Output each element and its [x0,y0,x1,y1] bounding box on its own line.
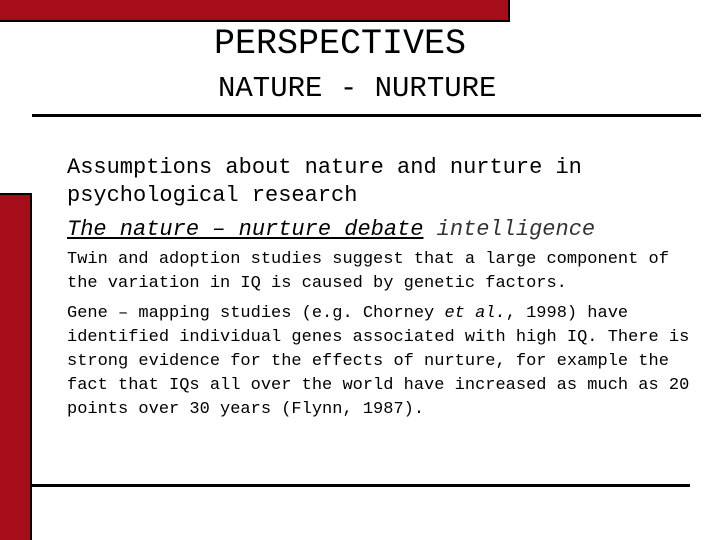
para2-et-al: et al. [444,304,506,323]
paragraph-twin-studies: Twin and adoption studies suggest that a large component of the variation in IQ is caused by genetic factors. [67,250,669,293]
slide-subtitle: NATURE - NURTURE [218,72,497,105]
para2-after: , 1998) have identified individual genes associated with high IQ. There is strong evidence for the effects of nurture, for example the fact that IQs all over the world have increased as much as 20 points over 30 years (Flynn, 1987). [67,304,690,419]
bottom-divider [32,484,690,487]
section-heading: Assumptions about nature and nurture in psychological research [67,155,582,208]
slide-body [67,154,707,422]
top-accent-bar [0,0,510,22]
slide-title: PERSPECTIVES [214,24,467,64]
top-divider [32,114,701,117]
debate-topic: intelligence [436,217,596,242]
para2-before: Gene – mapping studies (e.g. Chorney [67,304,445,323]
debate-label: The nature – nurture debate [67,217,424,242]
debate-line [67,216,707,244]
side-accent-bar [0,193,32,540]
paragraph-gene-mapping [67,302,707,422]
